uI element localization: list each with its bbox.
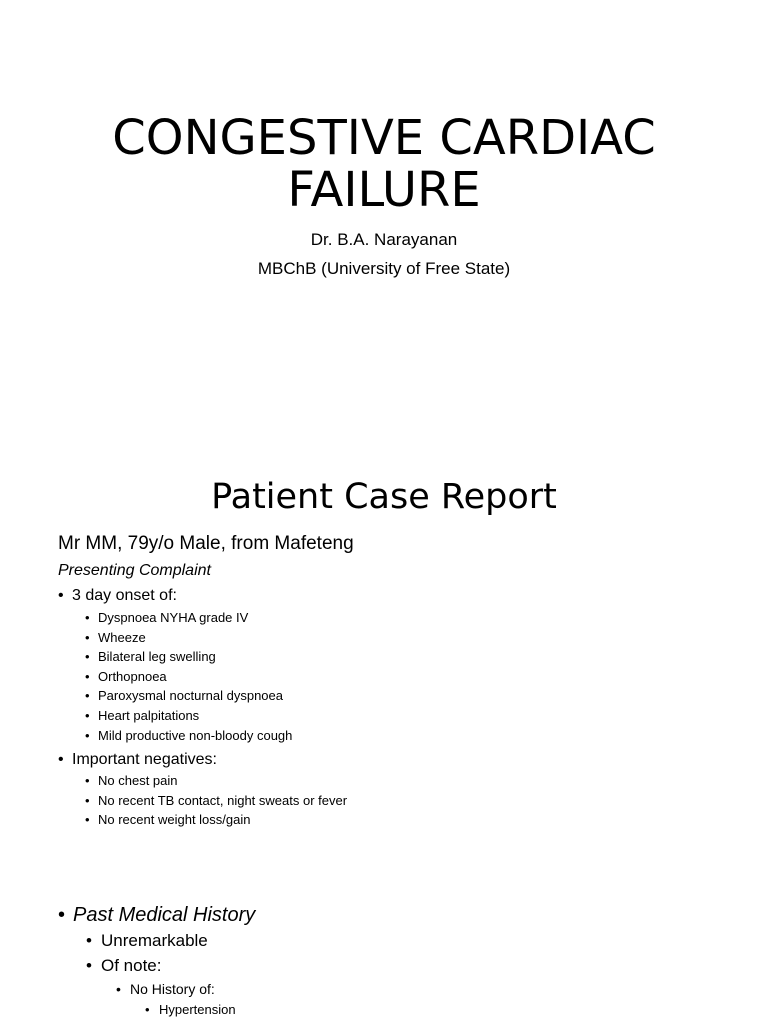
slide-title [0,112,768,216]
bullet-icon: • [86,956,92,975]
bullet-icon: • [58,587,64,604]
symptoms-list [58,608,292,745]
negatives-bullet [58,750,217,770]
list-item: • Bilateral leg swelling [58,647,292,667]
list-item: • Dyspnoea NYHA grade IV [58,608,292,628]
bullet-icon: • [58,904,66,926]
list-item: • No recent TB contact, night sweats or fever [58,791,347,811]
bullet-icon: • [58,751,64,768]
list-item: • Orthopnoea [58,667,292,687]
list-item: • No chest pain [58,771,347,791]
case-report-title: Patient Case Report [211,477,557,517]
onset-label: 3 day onset of: [72,587,177,604]
patient-summary: Mr MM, 79y/o Male, from Mafeteng [58,533,354,554]
author-credentials: MBChB (University of Free State) [257,259,511,278]
history-item [145,1000,236,1019]
history-item-text: Hypertension [159,1002,236,1017]
title-line-1: CONGESTIVE CARDIAC [112,110,656,166]
onset-bullet [58,586,177,606]
unremarkable-text: Unremarkable [101,931,208,950]
of-note-bullet [86,955,161,977]
negatives-label: Important negatives: [72,751,217,768]
of-note-text: Of note: [101,956,162,975]
list-item: • Mild productive non-bloody cough [58,726,292,746]
list-item: • Heart palpitations [58,706,292,726]
bullet-icon: • [86,931,92,950]
author-name: Dr. B.A. Narayanan [310,230,458,249]
list-item: • Paroxysmal nocturnal dyspnoea [58,686,292,706]
bullet-icon: • [145,1002,150,1017]
unremarkable-bullet [86,930,208,952]
pmh-heading: Past Medical History [73,904,256,926]
no-history-bullet [116,979,215,999]
title-line-2: FAILURE [287,162,481,218]
bullet-icon: • [116,981,121,997]
no-history-text: No History of: [130,981,215,997]
presenting-complaint-heading: Presenting Complaint [58,562,211,579]
list-item: • Wheeze [58,628,292,648]
negatives-list [58,771,347,830]
pmh-bullet [58,903,255,927]
list-item: • No recent weight loss/gain [58,810,347,830]
